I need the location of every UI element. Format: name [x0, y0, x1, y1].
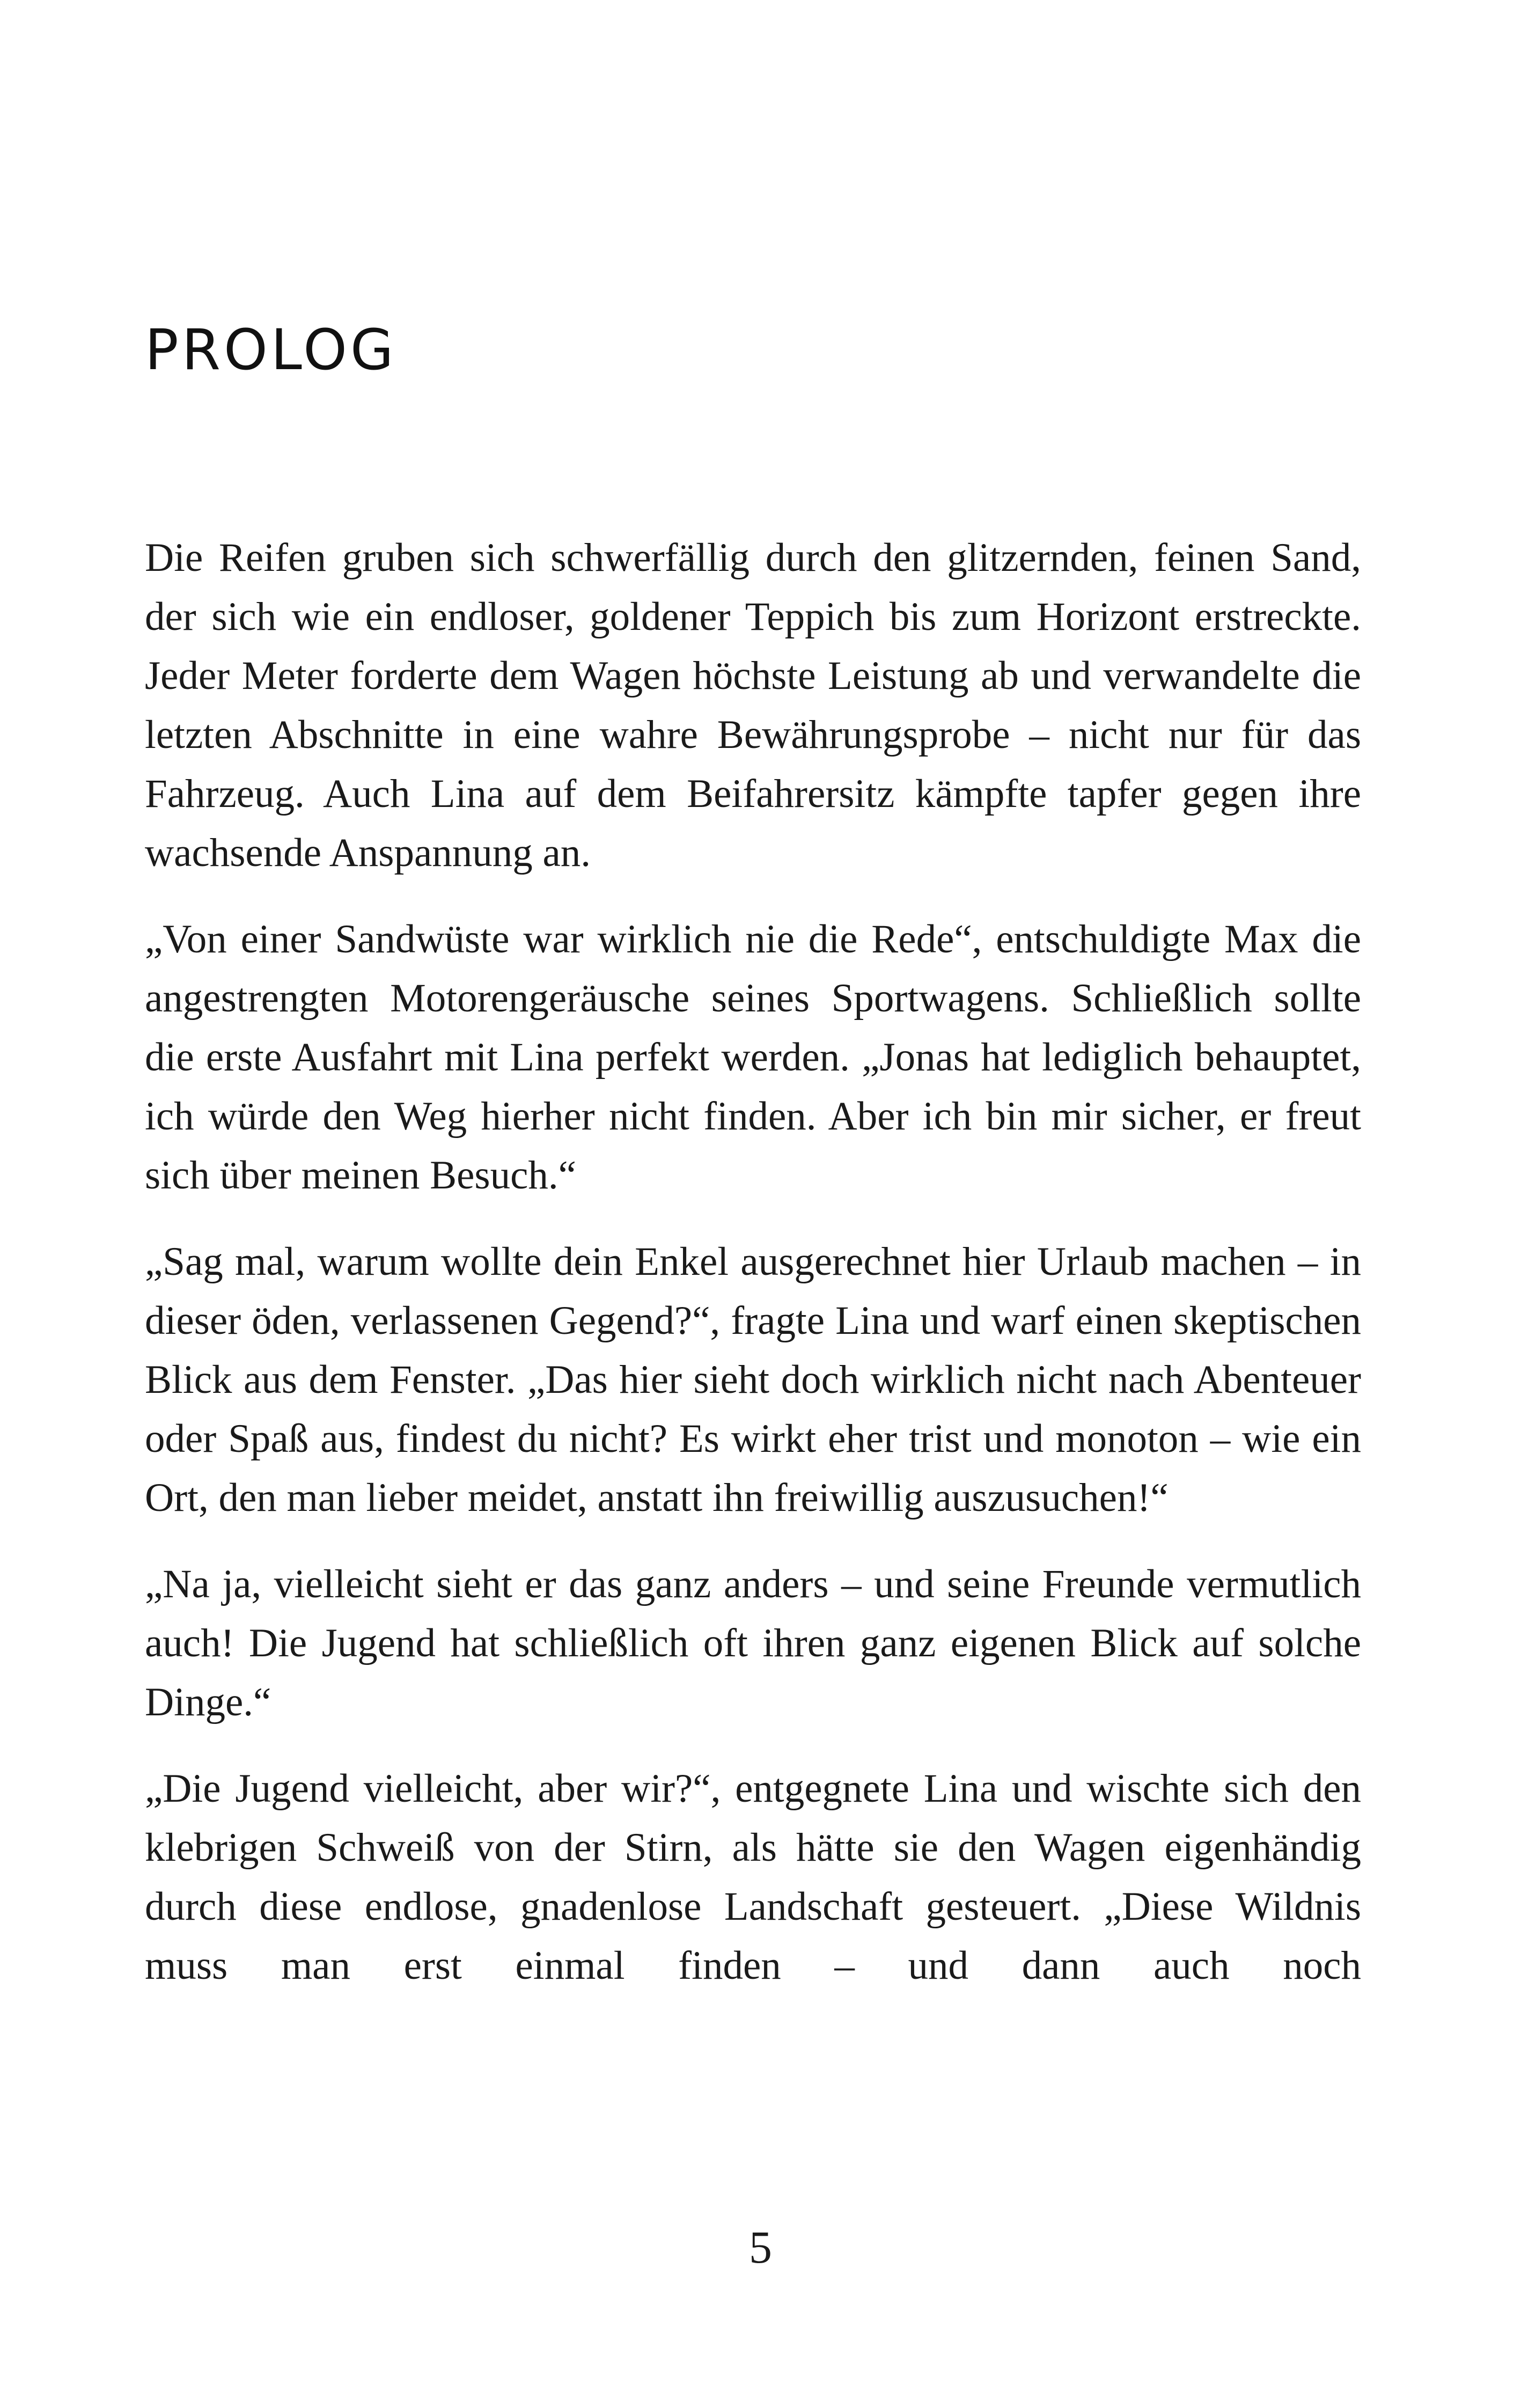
- body-text: [145, 528, 1361, 1995]
- paragraph: „Na ja, vielleicht sieht er das ganz anders – und seine Freunde vermutlich auch! Die Jugend hat schließlich oft ihren ganz eigenen Blick auf solche Dinge.“: [145, 1562, 1361, 1724]
- paragraph: Die Reifen gruben sich schwerfällig durch den glitzernden, feinen Sand, der sich wie ein endloser, goldener Teppich bis zum Horizont erstreckte. Jeder Meter forderte dem Wagen höchste Leistung ab und verwandelte die letzten Abschnitte in eine wahre Bewährungsprobe – nicht nur für das Fahrzeug. Auch Lina auf dem Beifahrersitz kämpfte tapfer gegen ihre wachsende Anspannung an.: [145, 535, 1361, 875]
- page-number: 5: [749, 2221, 772, 2273]
- paragraph: „Sag mal, warum wollte dein Enkel ausgerechnet hier Urlaub machen – in dieser öden, verlassenen Gegend?“, fragte Lina und warf einen skeptischen Blick aus dem Fenster. „Das hier sieht doch wirklich nicht nach Abenteuer oder Spaß aus, findest du nicht? Es wirkt eher trist und monoton – wie ein Ort, den man lieber meidet, anstatt ihn freiwillig auszusuchen!“: [145, 1239, 1361, 1520]
- chapter-title: PROLOG: [145, 317, 397, 383]
- paragraph: „Die Jugend vielleicht, aber wir?“, entgegnete Lina und wischte sich den klebrigen Schweiß von der Stirn, als hätte sie den Wagen eigenhändig durch diese endlose, gnadenlose Landschaft gesteuert. „Diese Wildnis muss man erst einmal finden – und dann auch noch: [145, 1766, 1361, 1988]
- paragraph: „Von einer Sandwüste war wirklich nie die Rede“, entschuldigte Max die angestrengten Motorengeräusche seines Sportwagens. Schließlich sollte die erste Ausfahrt mit Lina perfekt werden. „Jonas hat lediglich behauptet, ich würde den Weg hierher nicht finden. Aber ich bin mir sicher, er freut sich über meinen Besuch.“: [145, 917, 1361, 1198]
